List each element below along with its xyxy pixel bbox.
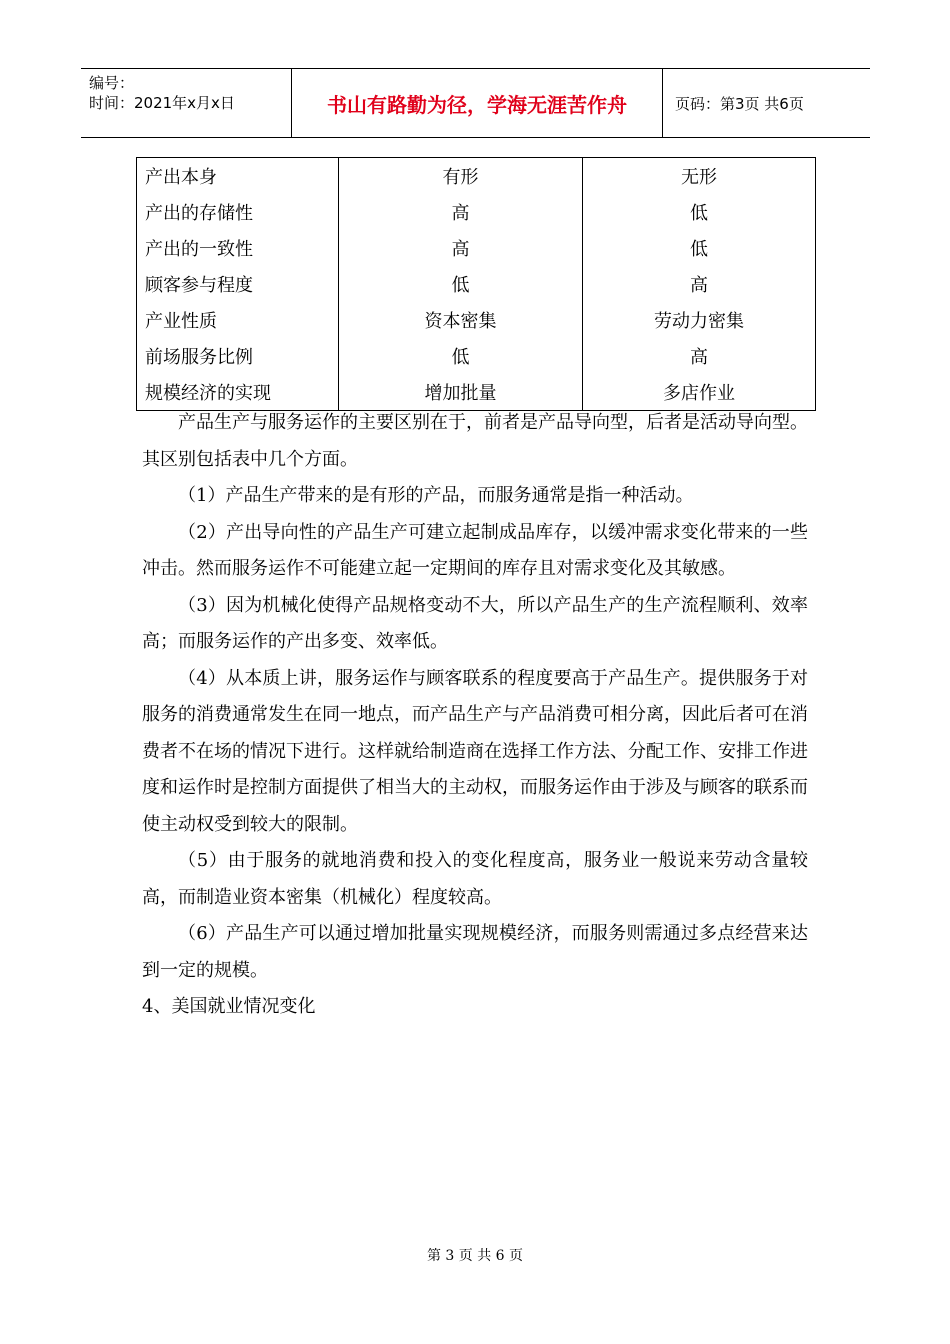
paragraph: （5）由于服务的就地消费和投入的变化程度高，服务业一般说来劳动含量较高，而制造业资本密集（机械化）程度较高。: [142, 850, 808, 908]
page-header: [81, 68, 870, 138]
service-value: 无形: [583, 158, 816, 195]
table-row: [137, 230, 816, 266]
service-value: 多店作业: [583, 374, 816, 411]
paragraph: （3）因为机械化使得产品规格变动不大，所以产品生产的生产流程顺利、效率高；而服务运作的产出多变、效率低。: [142, 594, 808, 652]
service-value: 高: [583, 338, 816, 374]
product-value: 有形: [339, 158, 583, 195]
product-value: 高: [339, 194, 583, 230]
row-label: 产出本身: [137, 158, 339, 195]
table-row: [137, 266, 816, 302]
row-label: 规模经济的实现: [137, 374, 339, 411]
date-label: 时间：2021年x月x日: [89, 94, 235, 112]
product-value: 低: [339, 338, 583, 374]
header-motto: 书山有路勤为径，学海无涯苦作舟: [292, 69, 663, 137]
service-value: 高: [583, 266, 816, 302]
table-row: [137, 338, 816, 374]
service-value: 低: [583, 194, 816, 230]
service-value: 劳动力密集: [583, 302, 816, 338]
header-page-label: 页码：第3页 共6页: [675, 94, 804, 113]
comparison-table: [136, 157, 816, 411]
table-row: [137, 302, 816, 338]
table-row: [137, 194, 816, 230]
paragraph: （4）从本质上讲，服务运作与顾客联系的程度要高于产品生产。提供服务于对服务的消费通常发生在同一地点，而产品生产与产品消费可相分离，因此后者可在消费者不在场的情况下进行。这样就给制造商在选择工作方法、分配工作、安排工作进度和运作时是控制方面提供了相当大的主动权，而服务运作由于涉及与顾客的联系而使主动权受到较大的限制。: [142, 667, 808, 835]
row-label: 产出的一致性: [137, 230, 339, 266]
paragraph: （6）产品生产可以通过增加批量实现规模经济，而服务则需通过多点经营来达到一定的规模。: [142, 923, 808, 981]
paragraph: （2）产出导向性的产品生产可建立起制成品库存，以缓冲需求变化带来的一些冲击。然而服务运作不可能建立起一定期间的库存且对需求变化及其敏感。: [142, 521, 808, 579]
row-label: 产出的存储性: [137, 194, 339, 230]
row-label: 前场服务比例: [137, 338, 339, 374]
service-value: 低: [583, 230, 816, 266]
page-footer: 第 3 页 共 6 页: [426, 1248, 524, 1264]
product-value: 资本密集: [339, 302, 583, 338]
product-value: 高: [339, 230, 583, 266]
number-label: 编号：: [89, 74, 135, 92]
section-heading: 4、美国就业情况变化: [142, 996, 316, 1017]
row-label: 产业性质: [137, 302, 339, 338]
body-text: [142, 405, 808, 1026]
table-row: [137, 158, 816, 195]
paragraph: （1）产品生产带来的是有形的产品，而服务通常是指一种活动。: [178, 485, 694, 506]
product-value: 低: [339, 266, 583, 302]
header-meta: [81, 69, 292, 137]
paragraph: 产品生产与服务运作的主要区别在于，前者是产品导向型，后者是活动导向型。其区别包括表中几个方面。: [142, 412, 808, 470]
product-value: 增加批量: [339, 374, 583, 411]
row-label: 顾客参与程度: [137, 266, 339, 302]
